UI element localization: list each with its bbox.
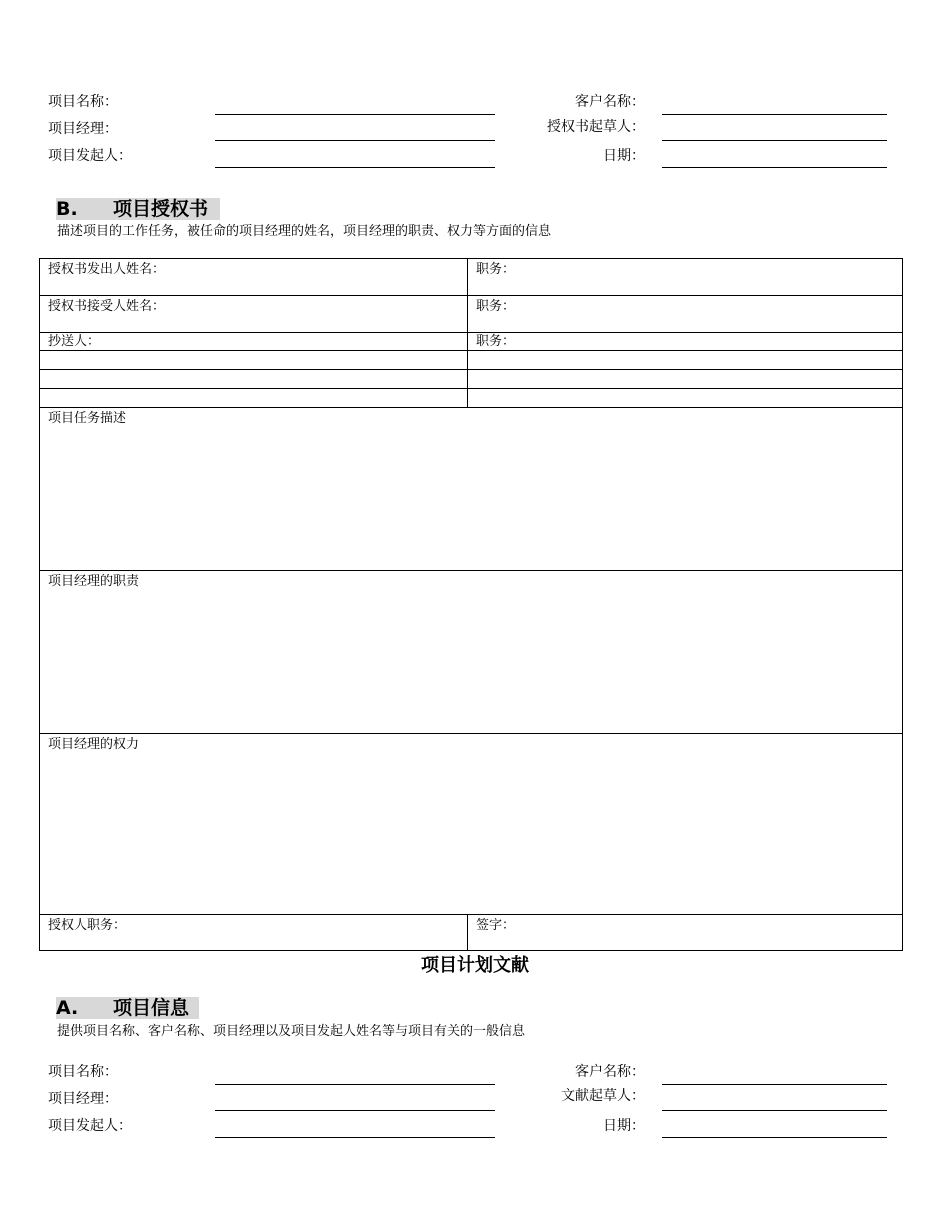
table-row (40, 388, 902, 389)
project-manager-field[interactable] (215, 140, 495, 141)
pm-duties-label: 项目经理的职责 (48, 574, 140, 589)
table-row (40, 332, 902, 333)
client-name-label: 客户名称： (575, 94, 645, 110)
project-manager-field[interactable] (215, 1110, 495, 1111)
author-field[interactable] (662, 140, 887, 141)
task-description-label: 项目任务描述 (48, 411, 127, 426)
project-sponsor-field[interactable] (215, 1137, 495, 1138)
project-sponsor-field[interactable] (215, 167, 495, 168)
date-label: 日期： (603, 148, 645, 164)
pm-authority-label: 项目经理的权力 (48, 737, 140, 752)
section-b-letter: B. (56, 198, 78, 220)
section-b-header (56, 198, 220, 220)
date-field[interactable] (662, 167, 887, 168)
section-a-title: 项目信息 (113, 997, 190, 1019)
table-row (40, 295, 902, 296)
client-name-field[interactable] (662, 114, 887, 115)
project-name-label: 项目名称： (48, 94, 118, 110)
date-label: 日期： (603, 1118, 645, 1134)
table-row (40, 733, 902, 734)
document-title: 项目计划文献 (421, 955, 529, 976)
section-a-header (56, 997, 199, 1019)
section-a-letter: A. (56, 997, 79, 1019)
section-b-title: 项目授权书 (113, 198, 209, 220)
authorizer-title-label: 授权人职务： (48, 918, 127, 933)
author-label: 授权书起草人： (547, 119, 645, 135)
section-a-description: 提供项目名称、客户名称、项目经理以及项目发起人姓名等与项目有关的一般信息 (57, 1024, 526, 1039)
receiver-name-label: 授权书接受人姓名： (48, 299, 166, 314)
issuer-title-label: 职务： (476, 262, 516, 277)
project-sponsor-label: 项目发起人： (48, 1118, 132, 1134)
receiver-title-label: 职务： (476, 299, 516, 314)
client-name-field[interactable] (662, 1084, 887, 1085)
section-b-description: 描述项目的工作任务，被任命的项目经理的姓名，项目经理的职责、权力等方面的信息 (57, 224, 552, 239)
cc-label: 抄送人： (48, 334, 101, 349)
table-row (40, 407, 902, 408)
author-field[interactable] (662, 1110, 887, 1111)
table-row (40, 369, 902, 370)
project-manager-label: 项目经理： (48, 121, 118, 137)
project-sponsor-label: 项目发起人： (48, 148, 132, 164)
client-name-label: 客户名称： (575, 1064, 645, 1080)
table-column-divider (467, 259, 468, 407)
table-row (40, 350, 902, 351)
authorization-table (39, 258, 903, 951)
table-row (40, 914, 902, 915)
project-name-field[interactable] (215, 114, 495, 115)
cc-title-label: 职务： (476, 334, 516, 349)
table-column-divider (467, 914, 468, 950)
signature-label: 签字： (476, 918, 516, 933)
date-field[interactable] (662, 1137, 887, 1138)
issuer-name-label: 授权书发出人姓名： (48, 262, 166, 277)
author-label: 文献起草人： (561, 1088, 645, 1104)
project-manager-label: 项目经理： (48, 1091, 118, 1107)
project-name-label: 项目名称： (48, 1064, 118, 1080)
table-row (40, 570, 902, 571)
project-name-field[interactable] (215, 1084, 495, 1085)
